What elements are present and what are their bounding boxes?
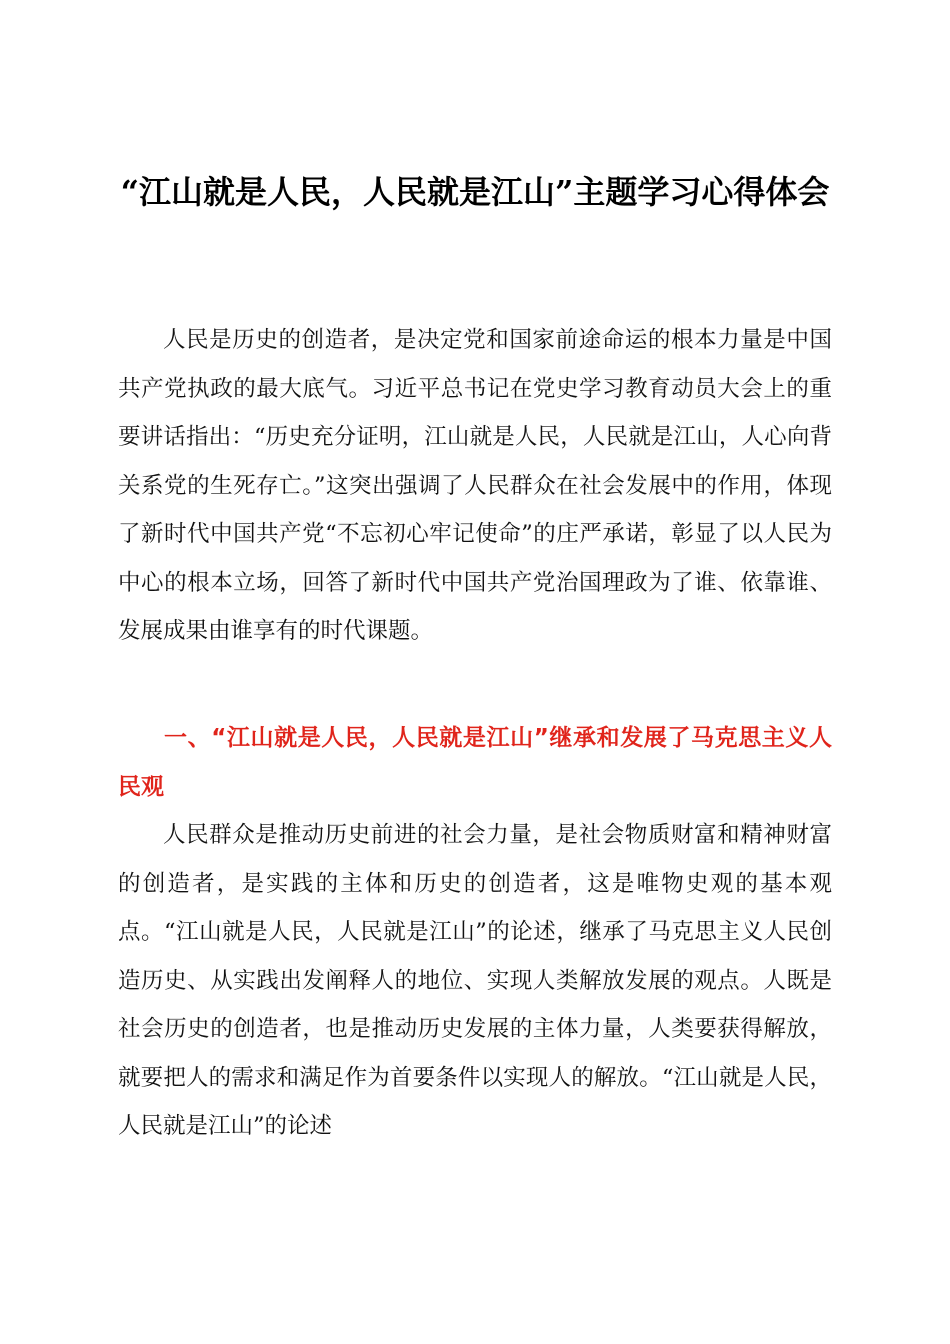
section-paragraph: 人民群众是推动历史前进的社会力量，是社会物质财富和精神财富的创造者，是实践的主体和历史的创造者，这是唯物史观的基本观点。“江山就是人民，人民就是江山”的论述，继承了马克思主义人民创造历史、从实践出发阐释人的地位、实现人类解放发展的观点。人既是社会历史的创造者，也是推动历史发展的主体力量，人类要获得解放，就要把人的需求和满足作为首要条件以实现人的解放。“江山就是人民，人民就是江山”的论述 xyxy=(118,822,832,1139)
section-heading: 一、“江山就是人民，人民就是江山”继承和发展了马克思主义人民观 xyxy=(118,725,832,800)
document-title: “江山就是人民，人民就是江山”主题学习心得体会 xyxy=(120,173,830,211)
intro-paragraph: 人民是历史的创造者，是决定党和国家前途命运的根本力量是中国共产党执政的最大底气。习近平总书记在党史学习教育动员大会上的重要讲话指出：“历史充分证明，江山就是人民，人民就是江山，人心向背关系党的生死存亡。”这突出强调了人民群众在社会发展中的作用，体现了新时代中国共产党“不忘初心牢记使命”的庄严承诺，彰显了以人民为中心的根本立场，回答了新时代中国共产党治国理政为了谁、依靠谁、发展成果由谁享有的时代课题。 xyxy=(118,327,832,644)
